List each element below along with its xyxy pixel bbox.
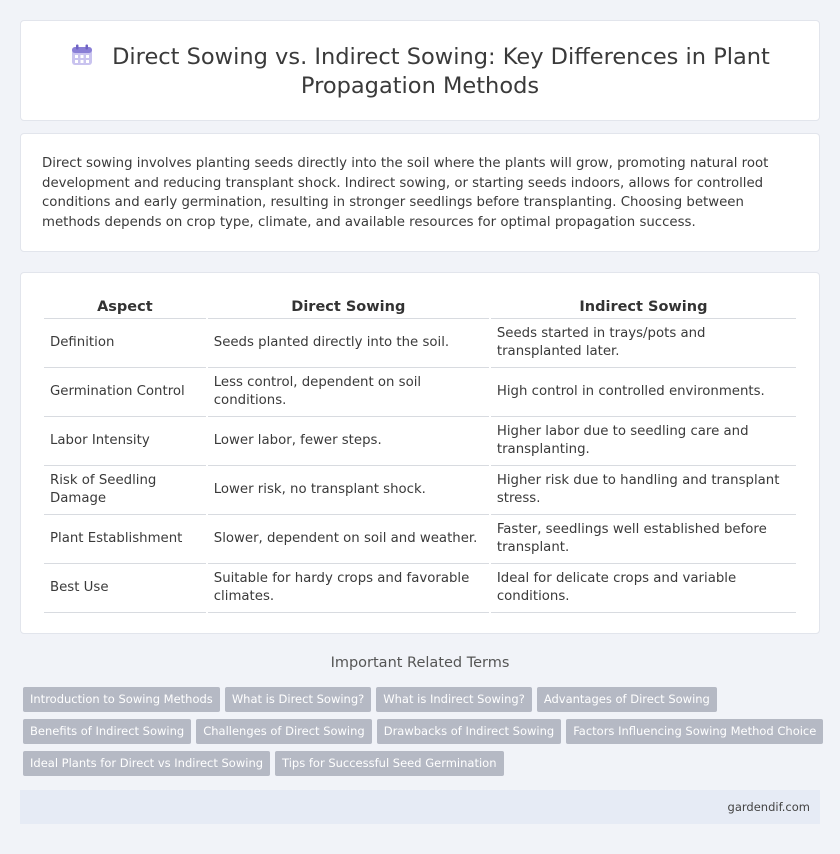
related-term-tag[interactable]: Challenges of Direct Sowing [196, 719, 372, 744]
related-term-tag[interactable]: Factors Influencing Sowing Method Choice [566, 719, 823, 744]
related-term-tag[interactable]: Drawbacks of Indirect Sowing [377, 719, 562, 744]
comparison-card [20, 272, 820, 634]
title-card [20, 20, 820, 121]
related-term-tag[interactable]: Tips for Successful Seed Germination [275, 751, 503, 776]
table-row [44, 564, 796, 613]
cell-indirect-sowing: High control in controlled environments. [491, 368, 796, 417]
table-row [44, 368, 796, 417]
header-direct-sowing: Direct Sowing [208, 295, 489, 319]
related-terms-heading: Important Related Terms [330, 655, 510, 671]
related-terms-list [23, 687, 817, 783]
cell-direct-sowing: Less control, dependent on soil conditions. [208, 368, 489, 417]
header-aspect: Aspect [44, 295, 206, 319]
footer [20, 790, 820, 824]
related-term-tag[interactable]: Advantages of Direct Sowing [537, 687, 717, 712]
table-row [44, 417, 796, 466]
related-terms-row [23, 687, 813, 719]
cell-aspect: Risk of Seedling Damage [44, 466, 206, 515]
footer-site-link[interactable]: gardendif.com [727, 800, 810, 814]
related-terms-row [23, 751, 813, 783]
cell-direct-sowing: Seeds planted directly into the soil. [208, 319, 489, 368]
related-terms-row [23, 719, 817, 751]
comparison-table [42, 295, 798, 613]
cell-aspect: Best Use [44, 564, 206, 613]
calendar-icon [70, 43, 94, 67]
table-row [44, 319, 796, 368]
cell-indirect-sowing: Higher risk due to handling and transplant stress. [491, 466, 796, 515]
cell-indirect-sowing: Higher labor due to seedling care and transplanting. [491, 417, 796, 466]
header-indirect-sowing: Indirect Sowing [491, 295, 796, 319]
cell-aspect: Labor Intensity [44, 417, 206, 466]
cell-direct-sowing: Lower risk, no transplant shock. [208, 466, 489, 515]
related-term-tag[interactable]: What is Indirect Sowing? [376, 687, 532, 712]
cell-indirect-sowing: Ideal for delicate crops and variable conditions. [491, 564, 796, 613]
cell-indirect-sowing: Faster, seedlings well established before transplant. [491, 515, 796, 564]
related-term-tag[interactable]: Ideal Plants for Direct vs Indirect Sowing [23, 751, 270, 776]
related-term-tag[interactable]: Introduction to Sowing Methods [23, 687, 220, 712]
page-title-wrap [21, 43, 819, 101]
cell-direct-sowing: Slower, dependent on soil and weather. [208, 515, 489, 564]
cell-aspect: Plant Establishment [44, 515, 206, 564]
related-term-tag[interactable]: Benefits of Indirect Sowing [23, 719, 191, 744]
cell-direct-sowing: Suitable for hardy crops and favorable climates. [208, 564, 489, 613]
intro-paragraph: Direct sowing involves planting seeds directly into the soil where the plants will grow, promoting natural root development and reducing transplant shock. Indirect sowing, or starting seeds indoors, allows for controlled conditions and early germination, resulting in stronger seedlings before transplanting. Choosing between methods depends on crop type, climate, and available resources for optimal propagation success. [42, 156, 769, 230]
table-header-row [44, 295, 796, 319]
cell-direct-sowing: Lower labor, fewer steps. [208, 417, 489, 466]
table-row [44, 466, 796, 515]
table-row [44, 515, 796, 564]
cell-aspect: Definition [44, 319, 206, 368]
cell-indirect-sowing: Seeds started in trays/pots and transplanted later. [491, 319, 796, 368]
intro-card [20, 133, 820, 252]
table-body [44, 319, 796, 613]
page-title: Direct Sowing vs. Indirect Sowing: Key Differences in Plant Propagation Methods [112, 44, 770, 99]
cell-aspect: Germination Control [44, 368, 206, 417]
related-term-tag[interactable]: What is Direct Sowing? [225, 687, 371, 712]
